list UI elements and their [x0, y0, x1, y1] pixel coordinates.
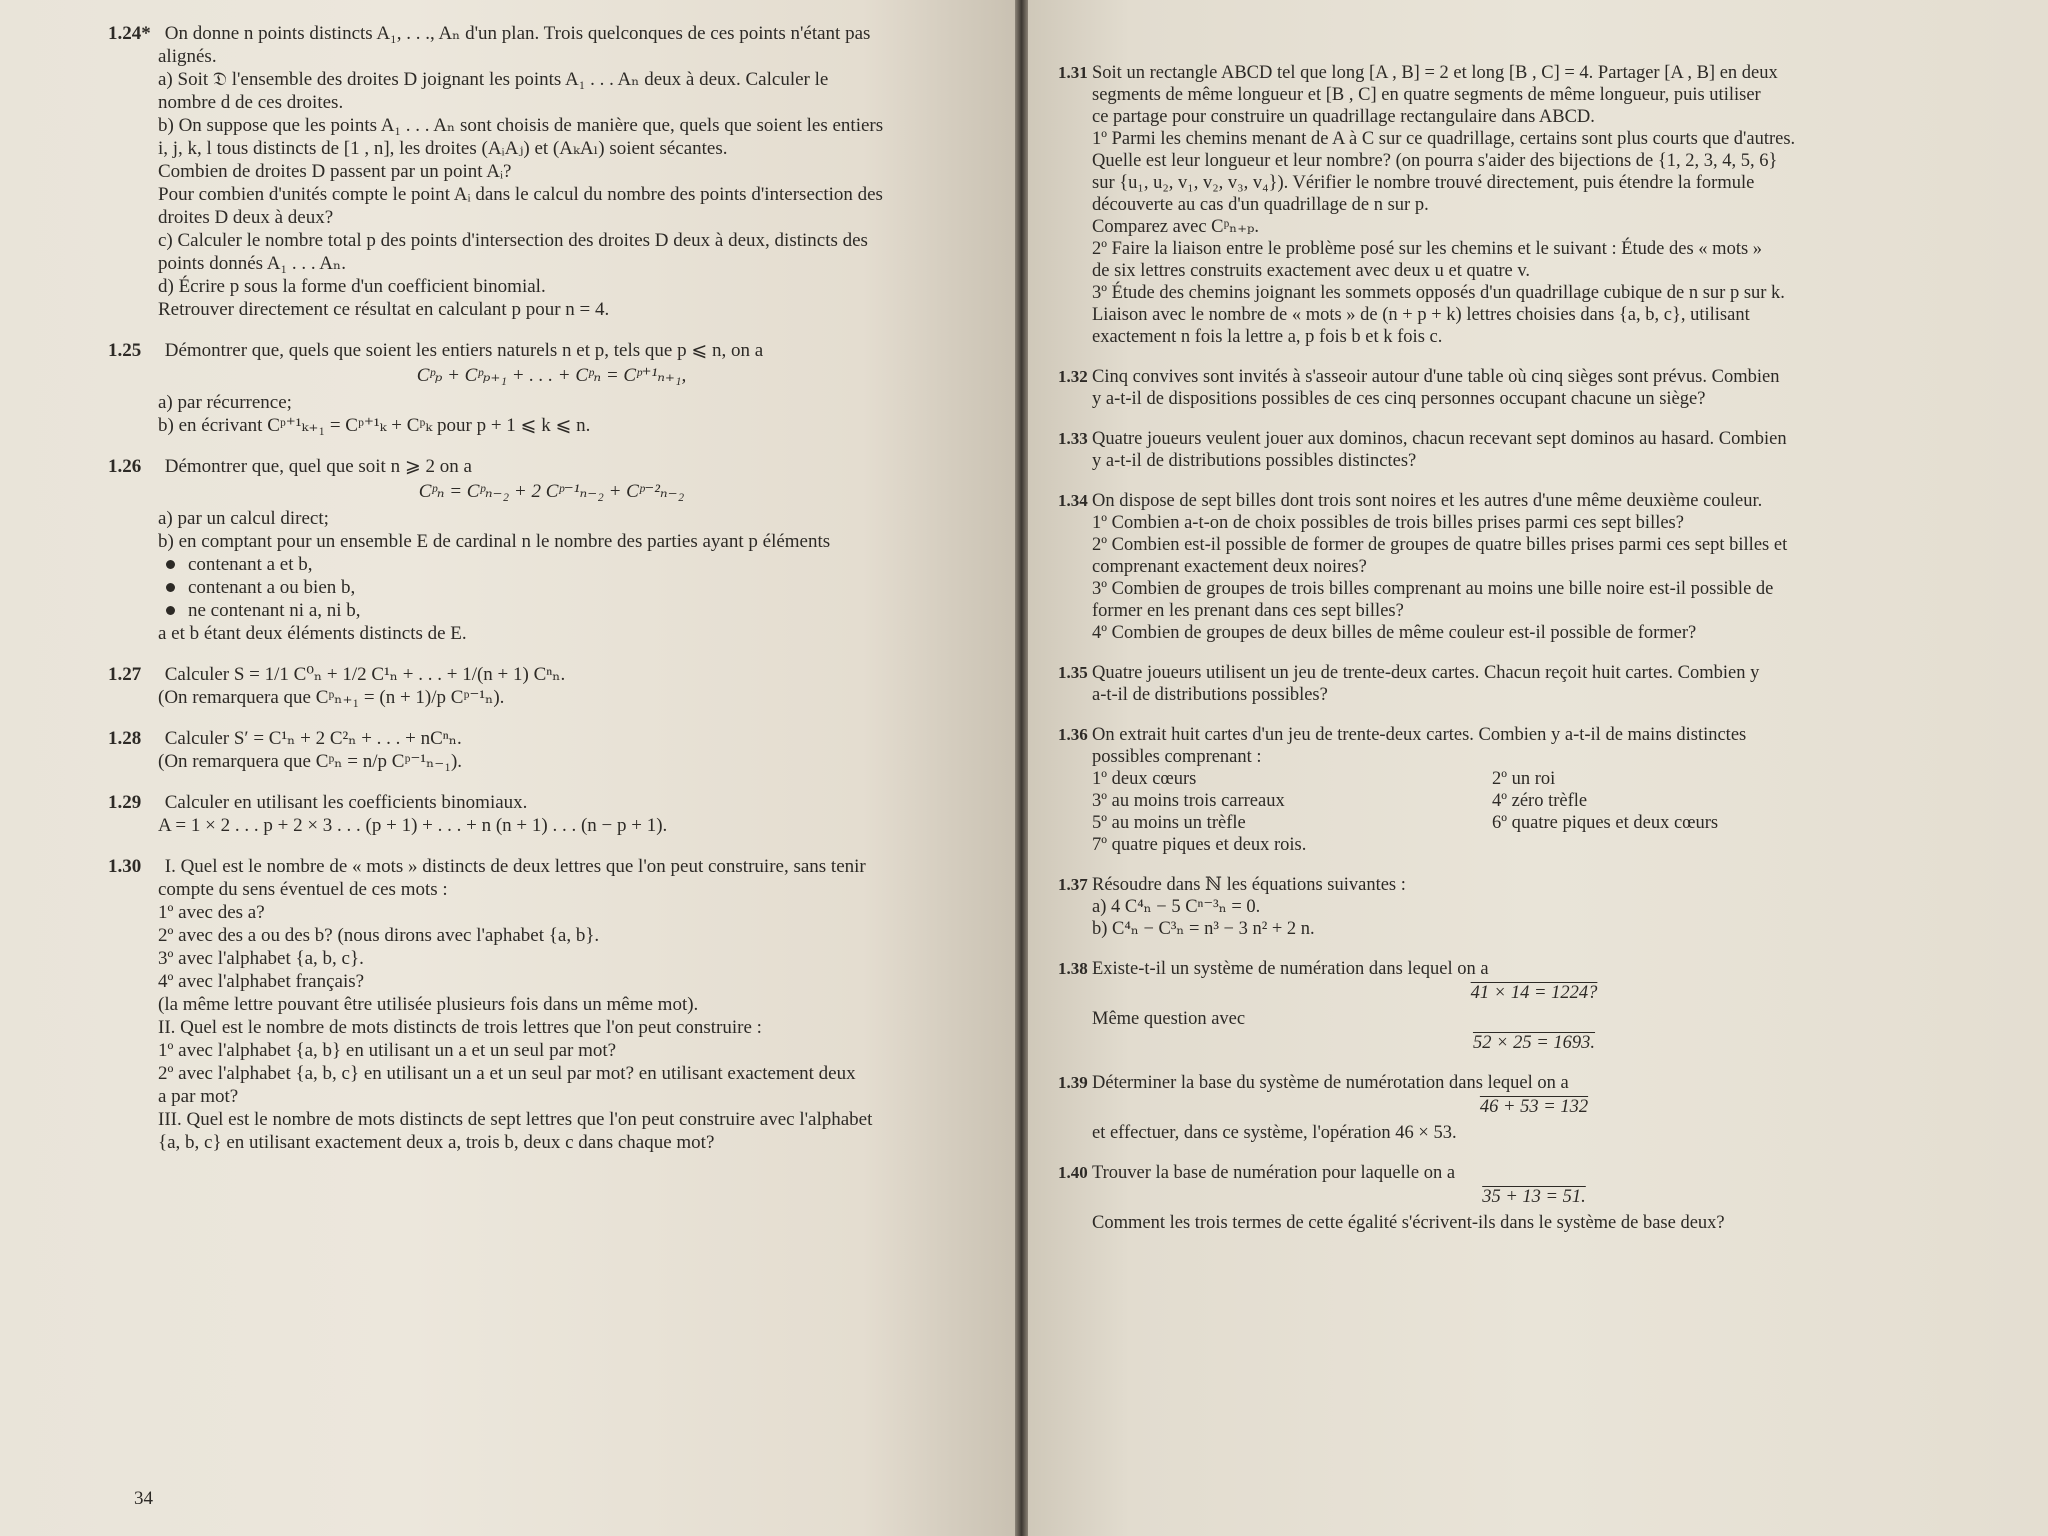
exercise-text: Soit un rectangle ABCD tel que long [A , B] = 2 et long [B , C] = 4. Partager [A , B] en deux: [1092, 63, 1778, 83]
exercise-text: Calculer en utilisant les coefficients binomiaux.: [164, 792, 528, 813]
exercise-line: [1058, 428, 2010, 450]
exercise-number: 1.29: [108, 792, 142, 813]
exercise-line: segments de même longueur et [B , C] en quatre segments de même longueur, puis utiliser: [1092, 85, 1761, 105]
exercise-text: On extrait huit cartes d'un jeu de trente-deux cartes. Combien y a-t-il de mains distinctes: [1092, 725, 1747, 745]
exercise-129: [108, 791, 995, 837]
exercise-line: [1058, 366, 2010, 388]
exercise-line: Liaison avec le nombre de « mots » de (n + p + k) lettres choisies dans {a, b, c}, utilisant: [1092, 305, 1750, 325]
exercise-line: compte du sens éventuel de ces mots :: [158, 879, 448, 900]
exercise-line: 1º Combien a-t-on de choix possibles de trois billes prises parmi ces sept billes?: [1092, 513, 1684, 533]
exercise-136: [1058, 724, 2010, 856]
remark-note: (On remarquera que Cᵖₙ = n/p Cᵖ⁻¹ₙ₋₁).: [158, 751, 463, 772]
exercise-line: III. Quel est le nombre de mots distincts de sept lettres que l'on peut construire avec l'alphabet: [158, 1109, 873, 1130]
exercise-line: A = 1 × 2 . . . p + 2 × 3 . . . (p + 1) + . . . + n (n + 1) . . . (n − p + 1).: [158, 815, 668, 836]
exercise-number: 1.26: [108, 456, 142, 477]
exercise-line: [1058, 724, 2010, 746]
exercise-line: a-t-il de distributions possibles?: [1092, 685, 1328, 705]
bullet-item: contenant a et b,: [108, 553, 995, 576]
exercise-line: 3º Combien de groupes de trois billes comprenant au moins une bille noire est-il possible de: [1092, 579, 1774, 599]
exercise-line: 3º Étude des chemins joignant les sommets opposés d'un quadrillage cubique de n sur p sur k.: [1092, 283, 1785, 303]
formula: Cᵖₙ = Cᵖₙ₋₂ + 2 Cᵖ⁻¹ₙ₋₂ + Cᵖ⁻²ₙ₋₂: [418, 481, 685, 502]
exercise-line: 2º Combien est-il possible de former de groupes de quatre billes prises parmi ces sept billes et: [1092, 535, 1788, 555]
exercise-text: Calculer S′ = C¹ₙ + 2 C²ₙ + . . . + nCⁿₙ.: [164, 728, 462, 749]
exercise-line: 2º Faire la liaison entre le problème posé sur les chemins et le suivant : Étude des « mots »: [1092, 239, 1763, 259]
exercise-line: [108, 855, 995, 878]
column-left: [1092, 768, 1492, 856]
exercise-line: Quelle est leur longueur et leur nombre? (on pourra s'aider des bijections de {1, 2, 3, 4, 5, 6}: [1092, 151, 1778, 171]
right-page-content: [1058, 62, 2010, 1234]
exercise-text: Démontrer que, quel que soit n ⩾ 2 on a: [164, 456, 472, 477]
exercise-line: Comment les trois termes de cette égalité s'écrivent-ils dans le système de base deux?: [1092, 1213, 1725, 1233]
exercise-text: Quatre joueurs veulent jouer aux dominos, chacun recevant sept dominos au hasard. Combien: [1092, 429, 1787, 449]
list-item: 1º deux cœurs: [1092, 769, 1197, 789]
exercise-127: [108, 663, 995, 709]
exercise-number: 1.39: [1058, 1073, 1088, 1092]
exercise-text: Calculer S = 1/1 C⁰ₙ + 1/2 C¹ₙ + . . . + 1/(n + 1) Cⁿₙ.: [164, 664, 566, 685]
exercise-line: de six lettres construits exactement avec deux u et quatre v.: [1092, 261, 1531, 281]
exercise-number: 1.40: [1058, 1163, 1088, 1182]
exercise-line: 1º avec l'alphabet {a, b} en utilisant un a et un seul par mot?: [158, 1040, 617, 1061]
equation: 41 × 14 = 1224?: [1470, 983, 1598, 1003]
exercise-line: Combien de droites D passent par un point Aᵢ?: [158, 161, 512, 182]
exercise-line: a) 4 C⁴ₙ − 5 Cⁿ⁻³ₙ = 0.: [1092, 897, 1261, 917]
exercise-line: sur {u₁, u₂, v₁, v₂, v₃, v₄}). Vérifier le nombre trouvé directement, puis étendre la formule: [1092, 173, 1755, 193]
exercise-text: Quatre joueurs utilisent un jeu de trente-deux cartes. Chacun reçoit huit cartes. Combien y: [1092, 663, 1760, 683]
two-column-list: [1058, 768, 2010, 856]
exercise-line: exactement n fois la lettre a, p fois b et k fois c.: [1092, 327, 1443, 347]
exercise-133: [1058, 428, 2010, 472]
list-item: 2º un roi: [1492, 769, 1556, 789]
right-page: [1028, 0, 2048, 1536]
exercise-line: 2º avec des a ou des b? (nous dirons avec l'aphabet {a, b}.: [158, 925, 600, 946]
exercise-line: [1058, 958, 2010, 980]
exercise-number: 1.32: [1058, 367, 1088, 386]
exercise-line: {a, b, c} en utilisant exactement deux a, trois b, deux c dans chaque mot?: [158, 1132, 715, 1153]
exercise-124: [108, 22, 995, 321]
exercise-line: [108, 22, 995, 45]
left-page: [0, 0, 1015, 1536]
exercise-line: ce partage pour construire un quadrillage rectangulaire dans ABCD.: [1092, 107, 1595, 127]
exercise-number: 1.36: [1058, 725, 1088, 744]
exercise-number: 1.37: [1058, 875, 1088, 894]
page-number: 34: [134, 1488, 153, 1509]
exercise-line: [108, 727, 995, 750]
column-right: [1492, 768, 1892, 856]
list-item: 7º quatre piques et deux rois.: [1092, 835, 1307, 855]
exercise-line: comprenant exactement deux noires?: [1092, 557, 1367, 577]
exercise-137: [1058, 874, 2010, 940]
exercise-line: Retrouver directement ce résultat en calculant p pour n = 4.: [158, 299, 610, 320]
exercise-125: [108, 339, 995, 437]
exercise-126: [108, 455, 995, 645]
exercise-line: [1058, 662, 2010, 684]
exercise-line: b) On suppose que les points A₁ . . . Aₙ sont choisis de manière que, quels que soient les entiers: [158, 115, 884, 136]
exercise-number: 1.34: [1058, 491, 1088, 510]
exercise-line: [1058, 1072, 2010, 1094]
exercise-text: Existe-t-il un système de numération dans lequel on a: [1092, 959, 1489, 979]
exercise-line: 4º avec l'alphabet français?: [158, 971, 365, 992]
exercise-line: i, j, k, l tous distincts de [1 , n], les droites (AᵢAⱼ) et (AₖAₗ) soient sécantes.: [158, 138, 728, 159]
list-item: 3º au moins trois carreaux: [1092, 791, 1285, 811]
left-page-content: [108, 22, 995, 1154]
exercise-line: a par mot?: [158, 1086, 239, 1107]
exercise-line: 1º avec des a?: [158, 902, 265, 923]
bullet-item: contenant a ou bien b,: [108, 576, 995, 599]
exercise-130: [108, 855, 995, 1154]
exercise-line: c) Calculer le nombre total p des points d'intersection des droites D deux à deux, distincts des: [158, 230, 868, 251]
list-item: 6º quatre piques et deux cœurs: [1492, 813, 1719, 833]
exercise-number: 1.24*: [108, 23, 151, 44]
exercise-line: [1058, 1162, 2010, 1184]
exercise-number: 1.28: [108, 728, 142, 749]
exercise-number: 1.30: [108, 856, 142, 877]
exercise-line: 3º avec l'alphabet {a, b, c}.: [158, 948, 364, 969]
sub-item: a) par récurrence;: [158, 392, 292, 413]
exercise-line: possibles comprenant :: [1092, 747, 1262, 767]
exercise-number: 1.27: [108, 664, 142, 685]
exercise-number: 1.35: [1058, 663, 1088, 682]
exercise-text: Trouver la base de numération pour laquelle on a: [1092, 1163, 1456, 1183]
exercise-text: Résoudre dans ℕ les équations suivantes :: [1092, 875, 1406, 895]
exercise-line: nombre d de ces droites.: [158, 92, 344, 113]
exercise-line: y a-t-il de distributions possibles distinctes?: [1092, 451, 1417, 471]
exercise-line: former en les prenant dans ces sept billes?: [1092, 601, 1404, 621]
list-item: 5º au moins un trèfle: [1092, 813, 1246, 833]
exercise-text: Cinq convives sont invités à s'asseoir autour d'une table où cinq sièges sont prévus. Combien: [1092, 367, 1780, 387]
exercise-line: Comparez avec Cᵖₙ₊ₚ.: [1092, 217, 1260, 237]
exercise-line: a et b étant deux éléments distincts de E.: [158, 623, 467, 644]
equation: 35 + 13 = 51.: [1482, 1187, 1586, 1207]
exercise-line: droites D deux à deux?: [158, 207, 334, 228]
exercise-line: [1058, 874, 2010, 896]
sub-item: b) en comptant pour un ensemble E de cardinal n le nombre des parties ayant p éléments: [158, 531, 831, 552]
exercise-135: [1058, 662, 2010, 706]
exercise-line: [1058, 62, 2010, 84]
book-gutter: [1015, 0, 1028, 1536]
exercise-line: points donnés A₁ . . . Aₙ.: [158, 253, 346, 274]
sub-item: b) en écrivant Cᵖ⁺¹ₖ₊₁ = Cᵖ⁺¹ₖ + Cᵖₖ pour p + 1 ⩽ k ⩽ n.: [158, 415, 591, 436]
exercise-140: [1058, 1162, 2010, 1234]
exercise-128: [108, 727, 995, 773]
exercise-text: Démontrer que, quels que soient les entiers naturels n et p, tels que p ⩽ n, on a: [164, 340, 764, 361]
exercise-line: y a-t-il de dispositions possibles de ces cinq personnes occupant chacune un siège?: [1092, 389, 1706, 409]
exercise-138: [1058, 958, 2010, 1054]
exercise-131: [1058, 62, 2010, 348]
bullet-item: ne contenant ni a, ni b,: [108, 599, 995, 622]
exercise-number: 1.31: [1058, 63, 1088, 82]
exercise-line: [108, 663, 995, 686]
exercise-134: [1058, 490, 2010, 644]
exercise-text: On dispose de sept billes dont trois sont noires et les autres d'une même deuxième couleur.: [1092, 491, 1763, 511]
exercise-line: et effectuer, dans ce système, l'opération 46 × 53.: [1092, 1123, 1457, 1143]
exercise-line: b) C⁴ₙ − C³ₙ = n³ − 3 n² + 2 n.: [1092, 919, 1315, 939]
exercise-number: 1.38: [1058, 959, 1088, 978]
exercise-line: alignés.: [158, 46, 217, 67]
exercise-line: [108, 455, 995, 478]
exercise-line: II. Quel est le nombre de mots distincts de trois lettres que l'on peut construire :: [158, 1017, 762, 1038]
exercise-line: [108, 791, 995, 814]
exercise-line: Pour combien d'unités compte le point Aᵢ dans le calcul du nombre des points d'intersection des: [158, 184, 883, 205]
exercise-line: d) Écrire p sous la forme d'un coefficient binomial.: [158, 276, 546, 297]
exercise-139: [1058, 1072, 2010, 1144]
exercise-line: [1058, 490, 2010, 512]
sub-item: a) par un calcul direct;: [158, 508, 329, 529]
exercise-132: [1058, 366, 2010, 410]
exercise-text: Déterminer la base du système de numérotation dans lequel on a: [1092, 1073, 1569, 1093]
exercise-line: [108, 339, 995, 362]
equation: 46 + 53 = 132: [1479, 1097, 1589, 1117]
exercise-line: 4º Combien de groupes de deux billes de même couleur est-il possible de former?: [1092, 623, 1697, 643]
exercise-text: On donne n points distincts A₁, . . ., Aₙ d'un plan. Trois quelconques de ces points n'étant pas: [164, 23, 871, 44]
list-item: 4º zéro trèfle: [1492, 791, 1588, 811]
formula: Cᵖₚ + Cᵖₚ₊₁ + . . . + Cᵖₙ = Cᵖ⁺¹ₙ₊₁,: [416, 365, 687, 386]
remark-note: (On remarquera que Cᵖₙ₊₁ = (n + 1)/p Cᵖ⁻¹ₙ).: [158, 687, 505, 708]
equation: 52 × 25 = 1693.: [1472, 1033, 1596, 1053]
exercise-number: 1.33: [1058, 429, 1088, 448]
exercise-line: 1º Parmi les chemins menant de A à C sur ce quadrillage, certains sont plus courts que d'autres.: [1092, 129, 1796, 149]
exercise-line: (la même lettre pouvant être utilisée plusieurs fois dans un même mot).: [158, 994, 699, 1015]
exercise-line: Même question avec: [1092, 1009, 1246, 1029]
exercise-text: I. Quel est le nombre de « mots » distincts de deux lettres que l'on peut construire, sans tenir: [164, 856, 866, 877]
exercise-number: 1.25: [108, 340, 142, 361]
exercise-line: découverte au cas d'un quadrillage de n sur p.: [1092, 195, 1429, 215]
exercise-line: a) Soit 𝔇 l'ensemble des droites D joignant les points A₁ . . . Aₙ deux à deux. Calculer le: [158, 69, 829, 90]
exercise-line: 2º avec l'alphabet {a, b, c} en utilisant un a et un seul par mot? en utilisant exactement deux: [158, 1063, 856, 1084]
